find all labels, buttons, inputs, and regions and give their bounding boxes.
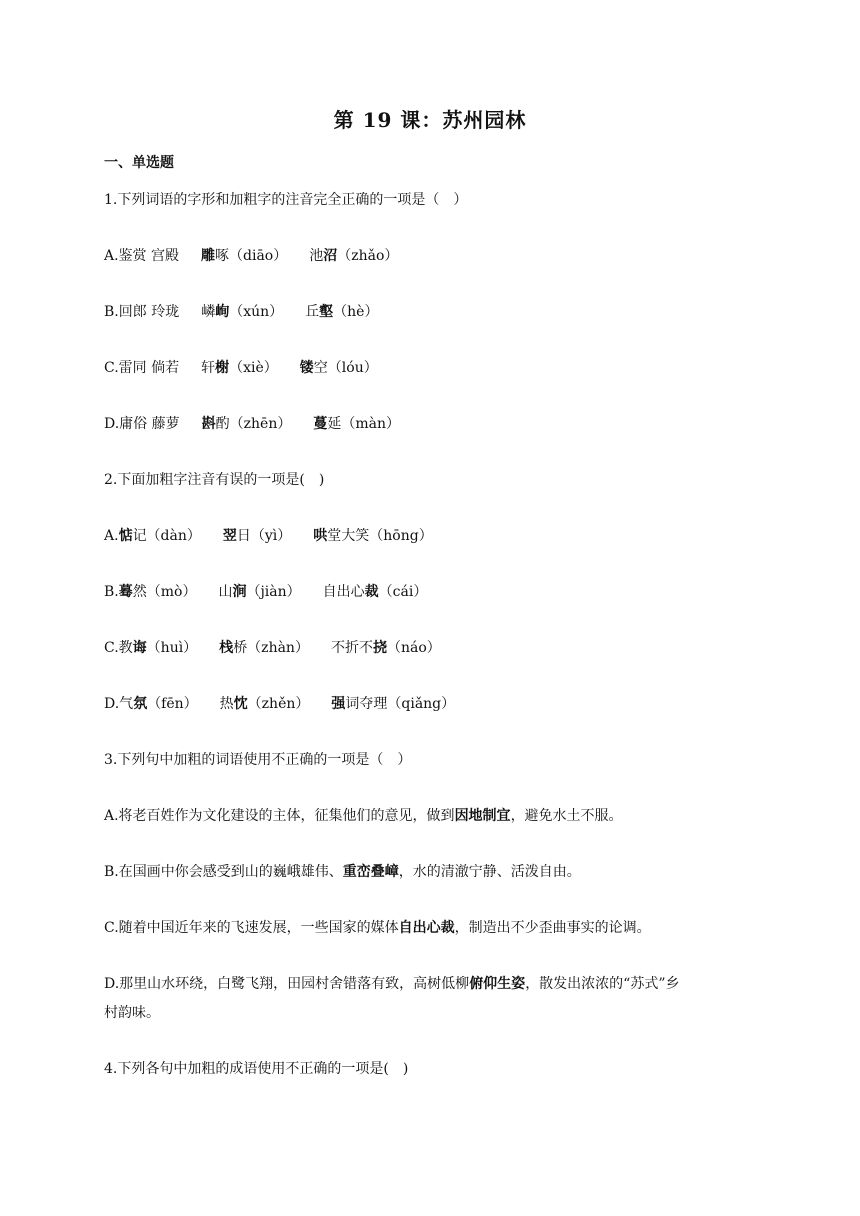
text-segment: （hè） xyxy=(333,304,379,320)
text-segment: 桥（zhàn） xyxy=(233,640,309,656)
text-segment: 山 xyxy=(218,584,233,600)
text-line xyxy=(104,582,427,602)
bold-text: 挠 xyxy=(372,640,387,656)
bold-text: 蓦 xyxy=(118,584,133,600)
text-segment: B.回郎 xyxy=(104,304,147,320)
text-segment: （fēn） xyxy=(147,696,198,712)
bold-text: 忱 xyxy=(233,696,248,712)
text-line xyxy=(104,806,623,826)
text-segment: 空（lóu） xyxy=(313,360,378,376)
bold-text: 斟 xyxy=(201,416,216,432)
text-segment: 记（dàn） xyxy=(132,528,201,544)
text-segment: 丘 xyxy=(305,304,320,320)
bold-text: 惦 xyxy=(118,528,133,544)
text-segment: B. xyxy=(104,584,119,600)
bold-text: 涧 xyxy=(232,584,247,600)
bold-text: 镂 xyxy=(299,360,314,376)
text-segment: 轩 xyxy=(201,360,216,376)
bold-text: 榭 xyxy=(215,360,230,376)
text-line xyxy=(104,526,433,546)
section-heading: 一、单选题 xyxy=(104,155,174,171)
text-segment: C.随着中国近年来的飞速发展，一些国家的媒体 xyxy=(104,920,399,936)
bold-text: 强 xyxy=(331,696,346,712)
text-segment: 不折不 xyxy=(330,640,373,656)
text-segment: 倘若 xyxy=(146,360,180,376)
bold-text: 沼 xyxy=(323,248,338,264)
text-line xyxy=(104,414,400,434)
text-segment: A. xyxy=(104,528,119,544)
text-line xyxy=(104,918,651,938)
text-segment: 嶙 xyxy=(201,304,216,320)
text-segment: 藤萝 xyxy=(147,416,180,432)
text-segment: （náo） xyxy=(386,640,441,656)
text-segment: 自出心 xyxy=(322,584,365,600)
text-segment: 堂大笑（hōng） xyxy=(327,528,433,544)
text-line xyxy=(104,862,581,882)
text-segment: C.雷同 xyxy=(104,360,147,376)
text-segment: B.在国画中你会感受到山的巍峨雄伟、 xyxy=(104,864,343,880)
bold-text: 翌 xyxy=(222,528,237,544)
text-segment: A.将老百姓作为文化建设的主体，征集他们的意见，做到 xyxy=(104,808,455,824)
text-line xyxy=(104,750,411,770)
text-segment: D.那里山水环绕，白鹭飞翔，田园村舍错落有致，高树低柳 xyxy=(104,976,470,992)
text-segment: 延（màn） xyxy=(327,416,400,432)
text-line xyxy=(104,638,441,658)
bold-text: 自出心裁 xyxy=(398,920,455,936)
text-segment: 啄（diāo） xyxy=(215,248,288,264)
text-segment: 日（yì） xyxy=(236,528,292,544)
text-segment: 词夺理（qiǎng） xyxy=(345,696,456,712)
page-title: 第 19 课：苏州园林 xyxy=(333,108,527,132)
text-segment: （zhěn） xyxy=(247,696,310,712)
text-line xyxy=(104,246,398,266)
bold-text: 诲 xyxy=(132,640,147,656)
text-segment: D.庸俗 xyxy=(104,416,148,432)
text-segment: ，散发出浓浓的“苏式”乡 xyxy=(525,976,680,992)
text-segment: 酌（zhēn） xyxy=(215,416,292,432)
bold-text: 蔓 xyxy=(313,416,328,432)
text-segment: 宫殿 xyxy=(146,248,180,264)
text-segment: 2.下面加粗字注音有误的一项是( ) xyxy=(104,472,325,488)
bold-text: 哄 xyxy=(313,528,328,544)
bold-text: 峋 xyxy=(215,304,230,320)
text-line xyxy=(104,694,455,714)
text-segment: （xiè） xyxy=(229,360,278,376)
text-segment: 4.下列各句中加粗的成语使用不正确的一项是( ) xyxy=(104,1061,409,1077)
bold-text: 俯仰生姿 xyxy=(469,976,526,992)
bold-text: 栈 xyxy=(219,640,234,656)
bold-text: 因地制宜 xyxy=(454,808,511,824)
bold-text: 壑 xyxy=(319,304,334,320)
text-segment: ，避免水土不服。 xyxy=(510,808,623,824)
bold-text: 氛 xyxy=(133,696,148,712)
text-segment: 然（mò） xyxy=(132,584,197,600)
text-segment: （zhǎo） xyxy=(337,248,399,264)
text-segment: 村韵味。 xyxy=(104,1005,160,1021)
text-segment: （cái） xyxy=(378,584,428,600)
text-line xyxy=(104,302,378,322)
text-segment: 热 xyxy=(219,696,234,712)
text-segment: ，制造出不少歪曲事实的论调。 xyxy=(454,920,651,936)
text-line xyxy=(104,358,378,378)
text-segment: A.鉴赏 xyxy=(104,248,147,264)
text-line xyxy=(104,1003,160,1023)
text-line xyxy=(104,974,680,994)
bold-text: 雕 xyxy=(201,248,216,264)
text-segment: D.气 xyxy=(104,696,134,712)
bold-text: 重峦叠嶂 xyxy=(342,864,399,880)
text-line xyxy=(104,1059,408,1079)
text-segment: ，水的清澈宁静、活泼自由。 xyxy=(398,864,581,880)
text-segment: （jiàn） xyxy=(246,584,301,600)
text-line xyxy=(104,470,324,490)
text-segment: C.教 xyxy=(104,640,133,656)
bold-text: 裁 xyxy=(364,584,379,600)
text-segment: 玲珑 xyxy=(146,304,180,320)
text-segment: （xún） xyxy=(229,304,284,320)
text-line xyxy=(104,190,467,210)
text-segment: （huì） xyxy=(146,640,198,656)
text-segment: 3.下列句中加粗的词语使用不正确的一项是（ ） xyxy=(104,752,412,768)
text-segment: 1.下列词语的字形和加粗字的注音完全正确的一项是（ ） xyxy=(104,192,468,208)
text-segment: 池 xyxy=(309,248,324,264)
